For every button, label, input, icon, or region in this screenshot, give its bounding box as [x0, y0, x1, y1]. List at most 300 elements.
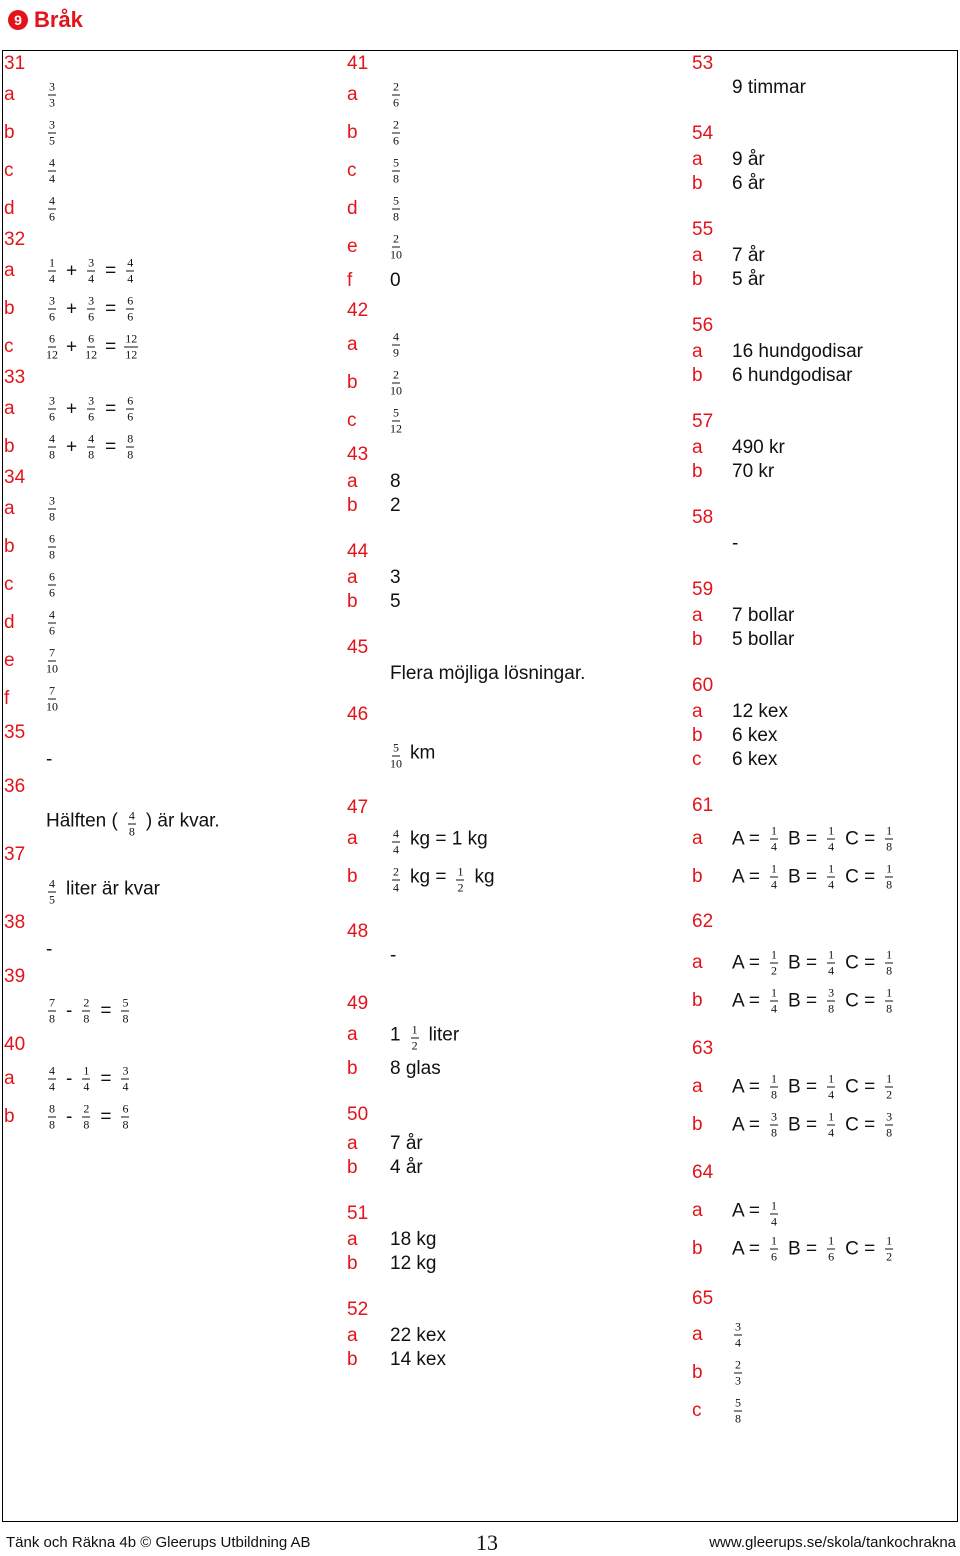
answer-value: 6 hundgodisar: [732, 365, 853, 386]
numerator: 3: [88, 393, 95, 408]
question-number: 45: [347, 636, 369, 658]
denominator: 4: [828, 839, 835, 854]
answer-value: 8 glas: [390, 1058, 441, 1079]
answer-label: b: [347, 495, 358, 516]
page-title: Bråk: [34, 7, 83, 32]
answer-label: f: [347, 270, 353, 291]
question-32-header: [4, 228, 314, 252]
answer-58: [692, 532, 960, 556]
answer-label: b: [692, 725, 703, 746]
question-60-header: [692, 652, 960, 700]
answer-value: [390, 1018, 459, 1053]
answer-value: 7 år: [732, 245, 765, 266]
answer-text: ) är kvar.: [145, 810, 220, 831]
fraction: [46, 495, 58, 524]
answer-33b: [4, 428, 314, 466]
answer-label: a: [692, 341, 703, 362]
operator: +: [66, 398, 78, 419]
fraction: [46, 533, 58, 562]
fraction: [46, 1065, 58, 1094]
numerator: 2: [393, 367, 399, 382]
answer-label: c: [692, 1400, 702, 1421]
operator: C =: [845, 990, 876, 1011]
question-61-header: [692, 772, 960, 820]
page-footer: [6, 1530, 958, 1556]
fraction: [825, 1073, 837, 1102]
numerator: 6: [88, 331, 95, 346]
answer-47a: [347, 820, 657, 858]
question-number: 62: [692, 911, 714, 933]
answer-value: [390, 331, 402, 360]
operator: +: [66, 436, 78, 457]
answer-label: b: [347, 1253, 358, 1274]
answer-label: a: [347, 84, 358, 105]
question-64-header: [692, 1144, 960, 1192]
numerator: 1: [771, 947, 777, 962]
answer-value: 6 kex: [732, 749, 778, 770]
operator: B =: [788, 828, 818, 849]
answer-44b: [347, 590, 657, 614]
denominator: 4: [83, 1079, 90, 1094]
answer-45: [347, 662, 657, 686]
fraction: [732, 1359, 744, 1388]
denominator: 8: [49, 547, 55, 562]
numerator: 1: [49, 255, 55, 270]
answer-61a: [692, 820, 960, 858]
question-number: 43: [347, 444, 369, 465]
question-58-header: [692, 484, 960, 532]
fraction: [46, 872, 58, 907]
column-1: [4, 52, 314, 1136]
fraction: [732, 1321, 744, 1350]
denominator: 4: [88, 271, 95, 286]
denominator: 2: [411, 1038, 418, 1053]
fraction: [124, 295, 136, 324]
fraction: [46, 157, 58, 186]
numerator: 1: [828, 1071, 835, 1086]
answer-53: [692, 76, 960, 100]
answer-value: -: [732, 533, 739, 554]
answer-value: 70 kr: [732, 461, 775, 482]
denominator: 10: [390, 756, 402, 771]
answer-label: a: [692, 605, 703, 626]
answer-label: a: [347, 828, 358, 849]
answer-text: kg = 1 kg: [410, 828, 488, 849]
question-51-header: [347, 1180, 657, 1228]
answer-34c: [4, 566, 314, 604]
denominator: 8: [393, 171, 399, 186]
answer-41e: [347, 228, 657, 266]
answer-65a: [692, 1316, 960, 1354]
numerator: 1: [771, 1198, 777, 1213]
question-57-header: [692, 388, 960, 436]
answer-abc: [732, 949, 895, 978]
question-number: 40: [4, 1034, 26, 1055]
answer-text: km: [410, 742, 436, 763]
numerator: 3: [828, 985, 835, 1000]
fraction: [390, 742, 402, 771]
answer-equation: [46, 395, 136, 424]
question-number: 35: [4, 722, 26, 743]
numerator: 7: [49, 683, 55, 698]
denominator: 8: [886, 839, 893, 854]
answer-57a: [692, 436, 960, 460]
operator: A =: [732, 990, 760, 1011]
denominator: 4: [771, 839, 777, 854]
question-number: 53: [692, 53, 714, 74]
numerator: 6: [49, 531, 55, 546]
answer-label: b: [692, 629, 703, 650]
answer-value: [390, 822, 488, 857]
fraction: [390, 233, 402, 262]
denominator: 4: [828, 1125, 835, 1140]
answer-40b: [4, 1098, 314, 1136]
denominator: 6: [393, 133, 399, 148]
answer-49b: [347, 1054, 657, 1084]
answer-value: 490 kr: [732, 437, 785, 458]
question-number: 54: [692, 122, 714, 144]
question-59-header: [692, 556, 960, 604]
denominator: 8: [828, 1001, 835, 1016]
denominator: 10: [46, 661, 58, 676]
question-55-header: [692, 196, 960, 244]
answer-value: [46, 647, 58, 676]
operator: A =: [732, 1076, 760, 1097]
answer-60c: [692, 748, 960, 772]
numerator: 1: [828, 823, 835, 838]
answer-56a: [692, 340, 960, 364]
answer-value: 2: [390, 495, 401, 516]
fraction: [390, 828, 402, 857]
fraction: [768, 1235, 780, 1264]
numerator: 5: [393, 740, 399, 755]
operator: A =: [732, 952, 760, 973]
question-number: 33: [4, 367, 26, 388]
answer-value: [46, 685, 58, 714]
answer-56b: [692, 364, 960, 388]
question-42-header: [347, 296, 657, 326]
operator: +: [66, 336, 78, 357]
answer-label: b: [692, 461, 703, 482]
answer-63b: [692, 1106, 960, 1144]
question-31-header: [4, 52, 314, 76]
answer-equation: [46, 433, 136, 462]
fraction: [46, 195, 58, 224]
answer-label: b: [4, 1106, 15, 1127]
question-35-header: [4, 718, 314, 748]
answer-label: a: [692, 1200, 703, 1221]
denominator: 6: [49, 209, 55, 224]
numerator: 1: [886, 823, 893, 838]
answer-equation: [46, 997, 131, 1026]
denominator: 4: [828, 877, 835, 892]
answer-value: [46, 157, 58, 186]
numerator: 12: [125, 331, 138, 346]
answer-label: a: [347, 471, 358, 492]
fraction: [80, 997, 92, 1026]
answer-label: a: [692, 149, 703, 170]
numerator: 1: [771, 861, 777, 876]
denominator: 12: [125, 347, 138, 362]
fraction: [46, 571, 58, 600]
question-46-header: [347, 686, 657, 734]
fraction: [454, 866, 466, 895]
operator: A =: [732, 1238, 760, 1259]
answer-label: c: [4, 574, 14, 595]
numerator: 1: [886, 1233, 893, 1248]
numerator: 6: [49, 331, 55, 346]
denominator: 4: [771, 877, 777, 892]
answer-46: [347, 734, 657, 772]
operator: =: [105, 260, 117, 281]
answer-label: a: [4, 260, 15, 281]
answer-value: 3: [390, 567, 401, 588]
denominator: 6: [49, 585, 55, 600]
denominator: 8: [771, 1087, 777, 1102]
numerator: 3: [122, 1063, 129, 1078]
answer-value: 0: [390, 270, 401, 291]
question-49-header: [347, 968, 657, 1016]
answer-value: Flera möjliga lösningar.: [390, 663, 586, 684]
operator: =: [105, 398, 117, 419]
answer-41d: [347, 190, 657, 228]
numerator: 2: [83, 1101, 90, 1116]
question-number: 59: [692, 578, 714, 600]
question-48-header: [347, 896, 657, 944]
denominator: 3: [49, 95, 55, 110]
numerator: 3: [49, 79, 55, 94]
fraction: [390, 866, 402, 895]
fraction: [732, 1397, 744, 1426]
answer-value: [46, 533, 58, 562]
answer-43a: [347, 470, 657, 494]
numerator: 4: [49, 876, 55, 891]
numerator: 8: [127, 431, 134, 446]
question-number: 55: [692, 218, 714, 240]
numerator: 1: [771, 1233, 777, 1248]
numerator: 4: [88, 431, 95, 446]
fraction: [883, 825, 895, 854]
numerator: 3: [735, 1319, 741, 1334]
numerator: 3: [771, 1109, 777, 1124]
fraction: [768, 1073, 780, 1102]
fraction: [390, 860, 402, 895]
question-39-header: [4, 962, 314, 992]
answer-54a: [692, 148, 960, 172]
numerator: 3: [49, 117, 55, 132]
operator: C =: [845, 952, 876, 973]
question-number: 38: [4, 912, 26, 933]
fraction: [825, 949, 837, 978]
answer-text: kg =: [410, 866, 447, 887]
answer-abc: [732, 1235, 895, 1264]
numerator: 1: [886, 1071, 893, 1086]
answer-value: 7 år: [390, 1133, 423, 1154]
numerator: 3: [49, 293, 55, 308]
denominator: 6: [393, 95, 399, 110]
answer-51a: [347, 1228, 657, 1252]
answer-43b: [347, 494, 657, 518]
fraction: [126, 804, 138, 839]
question-number: 47: [347, 797, 369, 818]
denominator: 8: [49, 1117, 55, 1132]
answer-label: a: [347, 334, 358, 355]
denominator: 2: [457, 880, 464, 895]
fraction: [46, 257, 58, 286]
answer-text: liter: [428, 1024, 460, 1045]
denominator: 6: [88, 309, 95, 324]
answer-value: [390, 81, 402, 110]
fraction: [768, 1111, 780, 1140]
answer-label: c: [347, 410, 357, 431]
answer-34e: [4, 642, 314, 680]
fraction: [46, 333, 58, 362]
answer-label: a: [347, 567, 358, 588]
footer-copyright: Tänk och Räkna 4b © Gleerups Utbildning AB: [6, 1534, 311, 1551]
question-44-header: [347, 518, 657, 566]
operator: B =: [788, 1238, 818, 1259]
question-number: 50: [347, 1104, 369, 1126]
answer-value: 6 kex: [732, 725, 778, 746]
answer-35: [4, 748, 314, 772]
numerator: 3: [88, 255, 95, 270]
question-54-header: [692, 100, 960, 148]
answer-value: 5 år: [732, 269, 765, 290]
fraction: [883, 949, 895, 978]
answer-value: [46, 81, 58, 110]
fraction: [85, 433, 97, 462]
answer-36: [4, 802, 314, 840]
answer-value: 14 kex: [390, 1349, 446, 1370]
answer-value: [390, 157, 402, 186]
answer-value: [390, 369, 402, 398]
fraction: [46, 997, 58, 1026]
answer-label: b: [692, 990, 703, 1011]
numerator: 8: [49, 1101, 55, 1116]
operator: B =: [788, 990, 818, 1011]
denominator: 8: [88, 447, 95, 462]
answer-label: c: [4, 336, 14, 357]
denominator: 8: [83, 1011, 90, 1026]
fraction: [124, 333, 138, 362]
denominator: 8: [122, 1117, 129, 1132]
answer-value: [46, 571, 58, 600]
denominator: 8: [122, 1011, 129, 1026]
numerator: 5: [393, 405, 399, 420]
numerator: 3: [88, 293, 95, 308]
numerator: 5: [122, 995, 129, 1010]
answer-value: 6 år: [732, 173, 765, 194]
answer-value: 5 bollar: [732, 629, 795, 650]
fraction: [454, 860, 466, 895]
numerator: 4: [49, 155, 55, 170]
answer-abc: [732, 1111, 895, 1140]
answer-value: 9 timmar: [732, 77, 806, 98]
operator: =: [105, 336, 117, 357]
answer-label: a: [692, 245, 703, 266]
answer-text: A =: [732, 1200, 760, 1221]
answer-value: [46, 195, 58, 224]
answer-label: a: [692, 701, 703, 722]
answer-label: b: [692, 1238, 703, 1259]
denominator: 5: [49, 892, 55, 907]
denominator: 4: [49, 271, 55, 286]
denominator: 12: [390, 421, 402, 436]
question-63-header: [692, 1020, 960, 1068]
fraction: [85, 333, 97, 362]
fraction: [883, 863, 895, 892]
answer-51b: [347, 1252, 657, 1276]
fraction: [883, 1235, 895, 1264]
question-45-header: [347, 614, 657, 662]
footer-url[interactable]: www.gleerups.se/skola/tankochrakna: [709, 1534, 956, 1551]
answer-64b: [692, 1230, 960, 1268]
answer-value: [46, 872, 160, 907]
numerator: 1: [771, 985, 777, 1000]
numerator: 1: [886, 861, 893, 876]
answer-value: 9 år: [732, 149, 765, 170]
numerator: 7: [49, 645, 55, 660]
question-number: 51: [347, 1202, 369, 1224]
answer-label: a: [692, 1324, 703, 1345]
fraction: [825, 825, 837, 854]
denominator: 8: [886, 877, 893, 892]
numerator: 5: [393, 193, 399, 208]
answer-59a: [692, 604, 960, 628]
operator: A =: [732, 828, 760, 849]
fraction: [390, 157, 402, 186]
answer-label: b: [692, 269, 703, 290]
answer-49a: [347, 1016, 657, 1054]
answer-value: -: [46, 749, 53, 770]
question-52-header: [347, 1276, 657, 1324]
answer-label: a: [692, 437, 703, 458]
answer-48: [347, 944, 657, 968]
denominator: 8: [49, 1011, 55, 1026]
operator: =: [105, 298, 117, 319]
question-number: 39: [4, 966, 26, 987]
question-number: 34: [4, 467, 26, 488]
denominator: 4: [828, 1087, 835, 1102]
denominator: 4: [771, 1001, 777, 1016]
answer-value: [46, 495, 58, 524]
answer-34f: [4, 680, 314, 718]
answer-text: kg: [474, 866, 495, 887]
operator: -: [66, 1000, 73, 1021]
fraction: [80, 1103, 92, 1132]
answer-label: e: [347, 236, 358, 257]
answer-61b: [692, 858, 960, 896]
operator: +: [66, 260, 78, 281]
operator: B =: [788, 952, 818, 973]
question-37-header: [4, 840, 314, 870]
question-number: 64: [692, 1161, 714, 1183]
operator: B =: [788, 1076, 818, 1097]
operator: =: [105, 436, 117, 457]
answer-value: [732, 1194, 780, 1229]
denominator: 5: [49, 133, 55, 148]
answer-31c: [4, 152, 314, 190]
numerator: 2: [735, 1357, 741, 1372]
answer-abc: [732, 987, 895, 1016]
denominator: 10: [390, 383, 402, 398]
denominator: 6: [771, 1249, 777, 1264]
question-50-header: [347, 1084, 657, 1132]
fraction: [390, 81, 402, 110]
denominator: 10: [390, 247, 402, 262]
denominator: 4: [49, 1079, 55, 1094]
denominator: 10: [46, 699, 58, 714]
